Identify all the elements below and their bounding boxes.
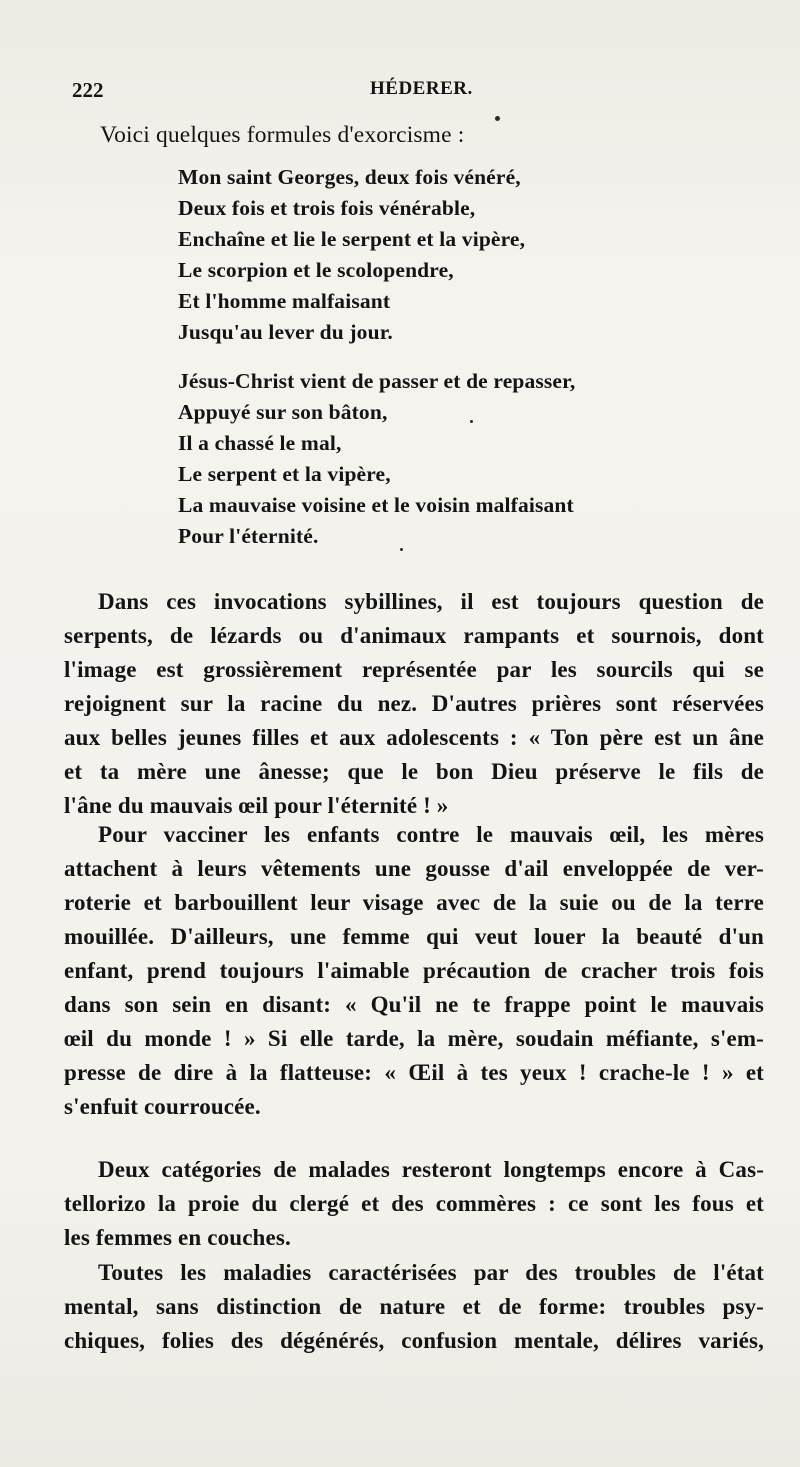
verse-line: La mauvaise voisine et le voisin malfaisant	[178, 493, 574, 517]
text-line: Pour vacciner les enfants contre le mauvais œil, les mères	[98, 822, 764, 847]
text-line: attachent à leurs vêtements une gousse d'ail enveloppée de ver-	[64, 856, 764, 881]
verse-line: Appuyé sur son bâton,	[178, 400, 388, 424]
text-line: l'image est grossièrement représentée par les sourcils qui se	[64, 657, 764, 682]
verse-line: Le serpent et la vipère,	[178, 462, 391, 486]
text-line: Toutes les maladies caractérisées par des troubles de l'état	[98, 1260, 764, 1285]
text-line: dans son sein en disant: « Qu'il ne te frappe point le mauvais	[64, 992, 764, 1017]
text-line: Deux catégories de malades resteront longtemps encore à Cas-	[98, 1157, 764, 1182]
verse-line: Deux fois et trois fois vénérable,	[178, 196, 476, 220]
text-line: aux belles jeunes filles et aux adolescents : « Ton père est un âne	[64, 725, 764, 750]
intro-line: Voici quelques formules d'exorcisme :	[100, 122, 465, 148]
paragraph-3	[64, 1153, 764, 1255]
text-line: enfant, prend toujours l'aimable précaution de cracher trois fois	[64, 958, 764, 983]
page-number: 222	[72, 78, 104, 102]
text-line: rejoignent sur la racine du nez. D'autres prières sont réservées	[64, 691, 764, 716]
verse-line: Enchaîne et lie le serpent et la vipère,	[178, 227, 526, 251]
page-header	[72, 78, 740, 108]
verse-line: Et l'homme malfaisant	[178, 289, 391, 313]
verse-line: Il a chassé le mal,	[178, 431, 342, 455]
text-line: tellorizo la proie du clergé et des commères : ce sont les fous et	[64, 1191, 764, 1216]
text-line: Dans ces invocations sybillines, il est toujours question de	[98, 589, 764, 614]
verse-line: Jusqu'au lever du jour.	[178, 320, 393, 344]
text-line: serpents, de lézards ou d'animaux rampants et sournois, dont	[64, 623, 764, 648]
text-line: s'enfuit courroucée.	[64, 1094, 261, 1119]
text-line: œil du monde ! » Si elle tarde, la mère, soudain méfiante, s'em-	[64, 1026, 764, 1051]
ink-speck	[400, 548, 403, 551]
verse-line: Le scorpion et le scolopendre,	[178, 258, 454, 282]
paragraph-4	[64, 1256, 764, 1358]
text-line: mental, sans distinction de nature et de forme: troubles psy-	[64, 1294, 764, 1319]
paragraph-2	[64, 818, 764, 1124]
text-line: et ta mère une ânesse; que le bon Dieu préserve le fils de	[64, 759, 764, 784]
ink-speck	[495, 116, 500, 121]
text-line: chiques, folies des dégénérés, confusion mentale, délires variés,	[64, 1328, 764, 1353]
running-head: HÉDERER.	[370, 78, 473, 99]
ink-speck	[470, 420, 473, 423]
verse-line: Pour l'éternité.	[178, 524, 319, 548]
verse-block-1	[178, 162, 525, 348]
verse-line: Jésus-Christ vient de passer et de repasser,	[178, 369, 576, 393]
text-line: l'âne du mauvais œil pour l'éternité ! »	[64, 793, 449, 818]
verse-block-2	[178, 366, 575, 552]
text-line: les femmes en couches.	[64, 1225, 291, 1250]
verse-line: Mon saint Georges, deux fois vénéré,	[178, 165, 521, 189]
paragraph-1	[64, 585, 764, 823]
text-line: roterie et barbouillent leur visage avec de la suie ou de la terre	[64, 890, 764, 915]
text-line: mouillée. D'ailleurs, une femme qui veut louer la beauté d'un	[64, 924, 764, 949]
text-line: presse de dire à la flatteuse: « Œil à tes yeux ! crache-le ! » et	[64, 1060, 764, 1085]
